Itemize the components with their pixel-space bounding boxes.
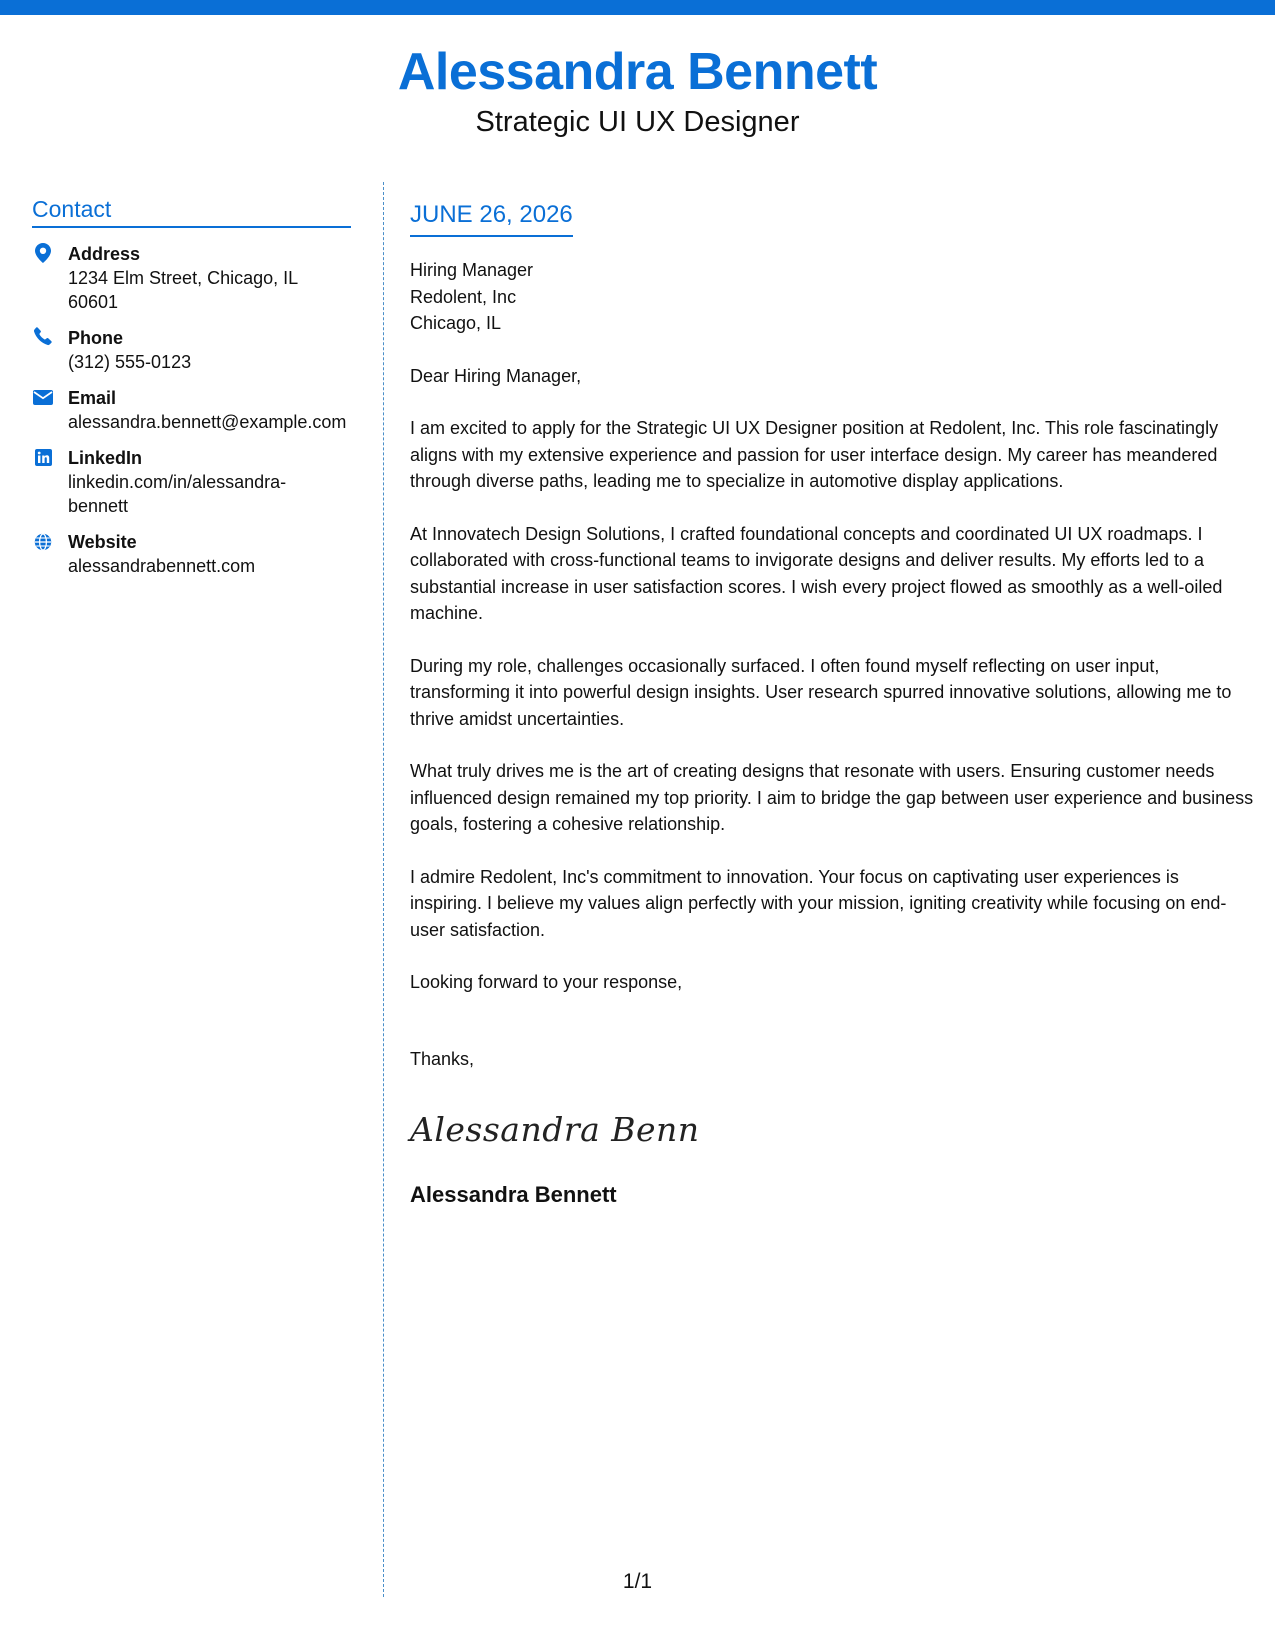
contact-label: Address [68, 244, 141, 264]
signer-name: Alessandra Bennett [410, 1181, 617, 1207]
recipient-block [410, 257, 1255, 337]
contact-label: LinkedIn [68, 448, 143, 468]
body-paragraph: I admire Redolent, Inc's commitment to innovation. Your focus on captivating user experiences is inspiring. I believe my values align perfectly with your mission, igniting creativity while focusing on end-user satisfaction. [410, 866, 1227, 940]
website-value[interactable]: alessandrabennett.com [68, 556, 256, 576]
salutation: Dear Hiring Manager, [410, 365, 582, 386]
body-paragraph: During my role, challenges occasionally surfaced. I often found myself reflecting on user input, transforming it into powerful design insights. User research spurred innovative solutions, allowing me to thrive amidst uncertainties. [410, 655, 1232, 729]
contact-section-title: Contact [32, 195, 351, 228]
contact-item-linkedin [32, 446, 351, 518]
handwritten-signature [410, 1105, 1255, 1153]
contact-item-phone [32, 326, 351, 374]
phone-icon [32, 327, 54, 349]
letter-date: JUNE 26, 2026 [410, 200, 573, 237]
globe-icon [32, 531, 54, 553]
contact-label: Email [68, 388, 117, 408]
closing-line: Looking forward to your response, [410, 972, 683, 992]
contact-list [32, 242, 351, 578]
recipient-line: Hiring Manager [410, 260, 534, 280]
top-accent-bar [0, 0, 1275, 15]
page-number: 1/1 [622, 1570, 653, 1593]
contact-label: Phone [68, 328, 124, 348]
contact-item-website [32, 530, 351, 578]
recipient-line: Redolent, Inc [410, 286, 517, 307]
map-pin-icon [32, 243, 54, 265]
linkedin-icon [32, 447, 54, 469]
contact-sidebar [32, 195, 351, 590]
phone-value: (312) 555-0123 [68, 352, 192, 372]
signoff: Thanks, [410, 1048, 475, 1069]
body-paragraph: I am excited to apply for the Strategic UI UX Designer position at Redolent, Inc. This role fascinatingly aligns with my extensive experience and passion for user interface design. My career has meandered through diverse paths, leading me to specialize in automotive display applications. [410, 418, 1219, 491]
contact-item-email [32, 386, 351, 434]
linkedin-value[interactable]: linkedin.com/in/alessandra-bennett [68, 472, 287, 516]
email-value[interactable]: alessandra.bennett@example.com [68, 412, 347, 432]
letter-body [410, 200, 1255, 1209]
body-paragraph: What truly drives me is the art of creating designs that resonate with users. Ensuring customer needs influenced design remained my top priority. I aim to bridge the gap between user experience and business goals, fostering a cohesive relationship. [410, 761, 1254, 834]
address-value: 1234 Elm Street, Chicago, IL 60601 [68, 268, 298, 312]
applicant-name: Alessandra Bennett [397, 43, 878, 101]
recipient-line: Chicago, IL [410, 313, 502, 333]
contact-item-address [32, 242, 351, 314]
contact-label: Website [68, 532, 137, 552]
column-divider [383, 182, 384, 1597]
signature-text: Alessandra Benn [410, 1109, 700, 1149]
document-header [0, 40, 1275, 140]
envelope-icon [32, 387, 54, 409]
body-paragraph: At Innovatech Design Solutions, I crafted foundational concepts and coordinated UI UX roadmaps. I collaborated with cross-functional teams to invigorate designs and deliver results. My efforts led to a substantial increase in user satisfaction scores. I wish every project flowed as smoothly as a well-oiled machine. [410, 523, 1223, 623]
applicant-title: Strategic UI UX Designer [475, 106, 800, 138]
